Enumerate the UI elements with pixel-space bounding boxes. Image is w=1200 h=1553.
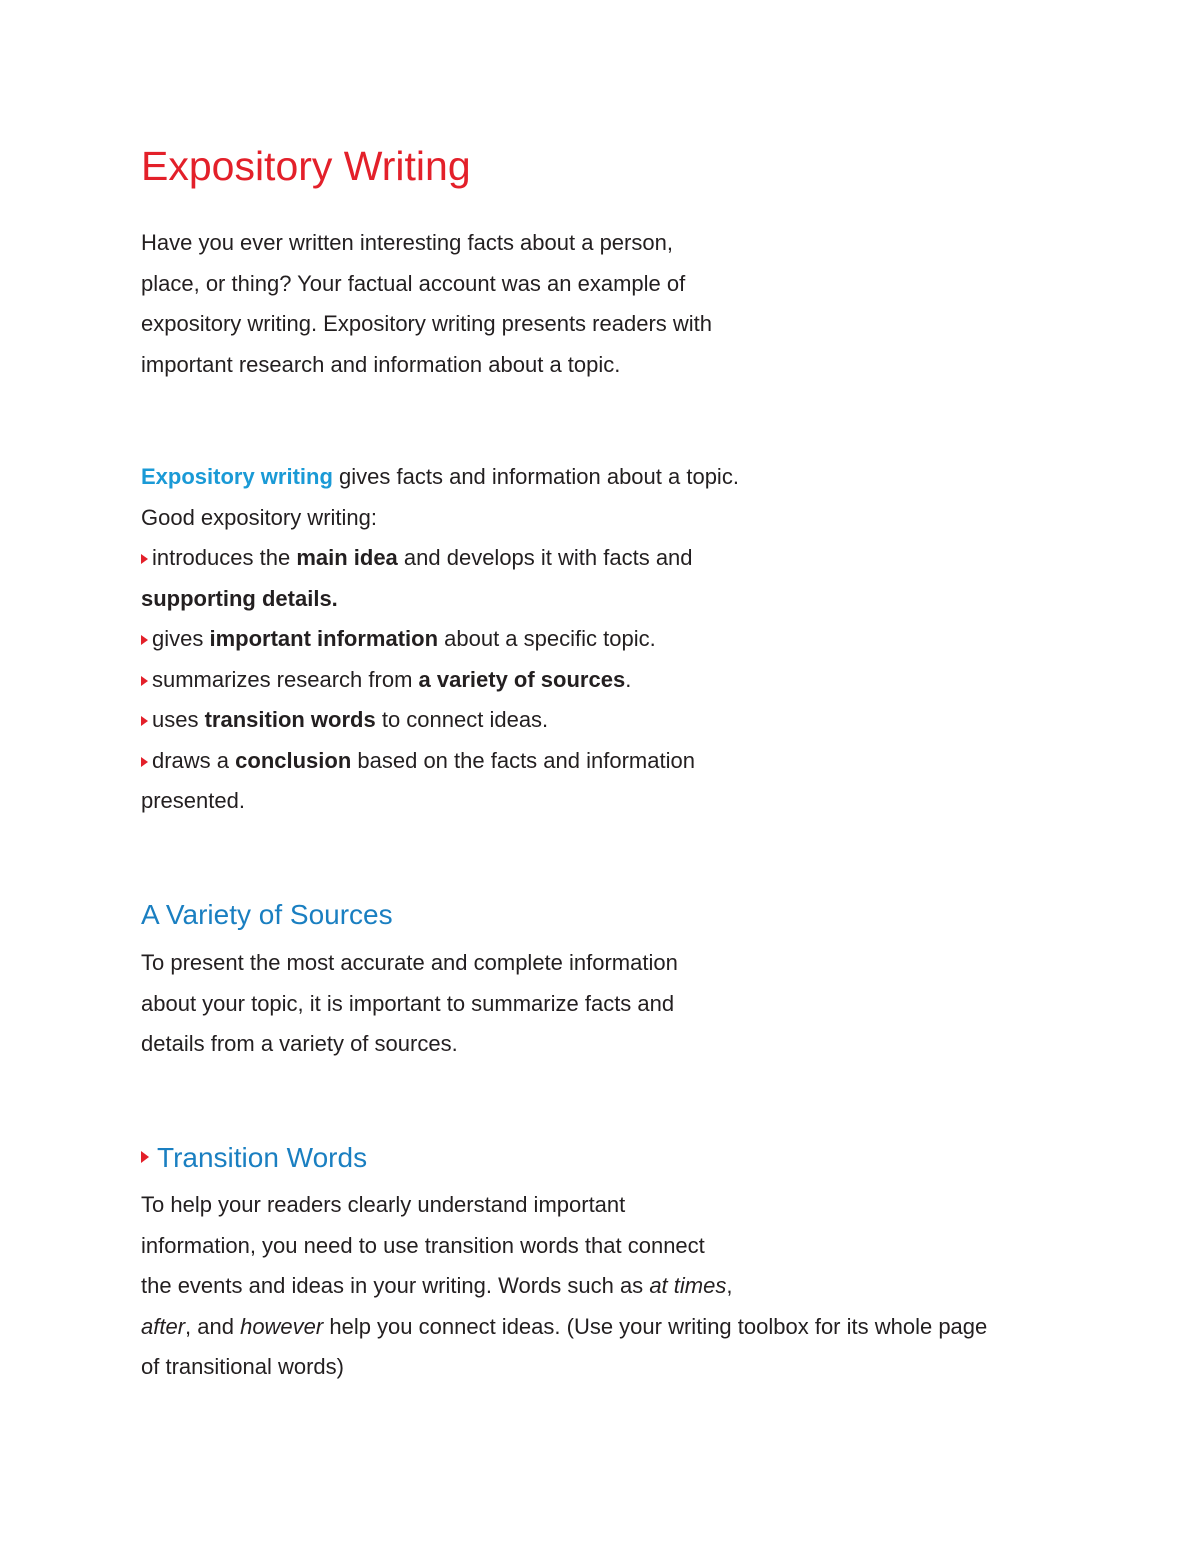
intro-line: expository writing. Expository writing presents readers with: [141, 311, 713, 336]
bullet-keyword: transition words: [204, 707, 376, 732]
section-heading-transitions: [141, 1138, 367, 1178]
red-triangle-bullet-icon: [141, 635, 148, 645]
bullet-text: and develops it with facts and: [397, 545, 693, 570]
bullet-item: [141, 700, 739, 741]
definition-term: Expository writing: [141, 464, 333, 489]
bullet-keyword: conclusion: [235, 747, 352, 773]
bullet-item: [141, 538, 739, 579]
transitions-text: , and: [185, 1313, 241, 1339]
red-triangle-bullet-icon: [141, 676, 148, 686]
transitions-paragraph: [141, 1185, 987, 1388]
intro-line: important research and information about a topic.: [141, 351, 621, 377]
bullet-keyword: a variety of sources: [418, 666, 626, 692]
sources-line: about your topic, it is important to summarize facts and: [141, 990, 675, 1016]
transition-example: after: [141, 1313, 186, 1339]
bullet-text: to connect ideas.: [375, 707, 549, 732]
sources-paragraph: [141, 943, 678, 1065]
bullet-keyword: main idea: [296, 545, 398, 570]
transitions-line: To help your readers clearly understand important: [141, 1192, 626, 1217]
transition-example: however: [240, 1313, 324, 1339]
definition-paragraph: [141, 457, 739, 822]
transition-example: at times: [649, 1273, 727, 1298]
bullet-keyword: important information: [209, 626, 439, 651]
page-title: Expository Writing: [141, 143, 471, 189]
intro-line: Have you ever written interesting facts about a person,: [141, 230, 673, 255]
transitions-line: [141, 1307, 987, 1348]
red-triangle-bullet-icon: [141, 554, 148, 564]
transitions-text: ,: [726, 1273, 733, 1298]
bullet-text: gives: [152, 626, 210, 651]
red-triangle-bullet-icon: [141, 757, 148, 767]
bullet-text: about a specific topic.: [438, 626, 656, 651]
transitions-line: [141, 1266, 987, 1307]
definition-lead-in: Good expository writing:: [141, 504, 377, 530]
bullet-text: draws a: [152, 747, 236, 773]
intro-line: place, or thing? Your factual account was an example of: [141, 270, 686, 296]
transitions-text: help you connect ideas. (Use your writing toolbox for its whole page: [323, 1313, 988, 1339]
bullet-text: uses: [152, 707, 205, 732]
bullet-continuation: supporting details.: [141, 585, 338, 611]
red-triangle-bullet-icon: [141, 716, 148, 726]
transitions-line: information, you need to use transition words that connect: [141, 1232, 705, 1258]
bullet-item: [141, 660, 739, 701]
bullet-text: based on the facts and information: [351, 747, 695, 773]
section-heading-sources: A Variety of Sources: [141, 899, 393, 930]
transitions-line: of transitional words): [141, 1354, 344, 1379]
bullet-continuation: presented.: [141, 788, 245, 813]
section-heading-text: Transition Words: [157, 1142, 368, 1173]
intro-paragraph: [141, 223, 712, 385]
definition-text: gives facts and information about a topic.: [332, 464, 739, 489]
bullet-item: [141, 741, 739, 782]
bullet-item: [141, 619, 739, 660]
transitions-text: the events and ideas in your writing. Words such as: [141, 1273, 650, 1298]
red-triangle-bullet-icon: [141, 1151, 149, 1163]
sources-line: details from a variety of sources.: [141, 1031, 458, 1056]
bullet-text: .: [625, 666, 632, 692]
definition-line: [141, 457, 739, 498]
sources-line: To present the most accurate and complete information: [141, 950, 678, 975]
bullet-text: summarizes research from: [152, 666, 419, 692]
bullet-text: introduces the: [152, 545, 297, 570]
